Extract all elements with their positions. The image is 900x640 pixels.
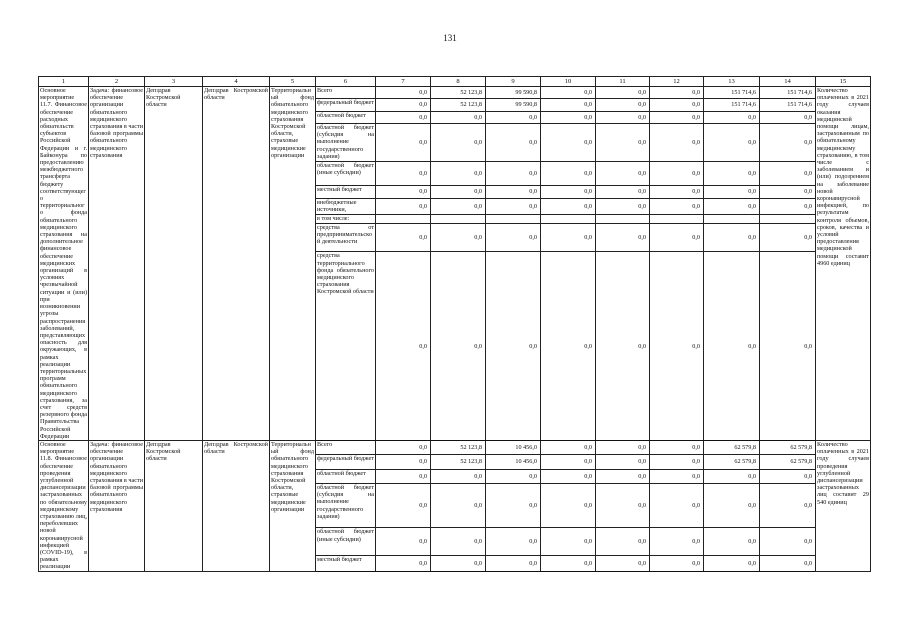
amount-cell: 0,0	[376, 556, 431, 572]
amount-cell: 0,0	[704, 556, 760, 572]
amount-cell: 0,0	[650, 469, 704, 483]
amount-cell	[376, 215, 431, 223]
table-row	[39, 440, 871, 454]
column-number: 10	[541, 77, 596, 87]
column-number: 12	[650, 77, 704, 87]
amount-cell: 0,0	[431, 223, 486, 252]
amount-cell: 0,0	[650, 199, 704, 215]
amount-cell: 0,0	[650, 124, 704, 162]
amount-cell: 99 590,8	[486, 99, 541, 111]
result-cell: Количество оплаченных в 2021 году случаев проведения углубленной диспансеризации застрахованных лиц составит 29 540 единиц	[816, 440, 871, 571]
amount-cell: 0,0	[650, 111, 704, 123]
amount-cell: 62 579,8	[760, 455, 816, 469]
result-cell: Количество оплаченных в 2021 году случаев оказания медицинской помощи лицам, застрахованным по обязательному медицинскому страхованию, в том числе с заболеванием и (или) подозрением на заболевание новой коронавирусной инфекцией, по результатам контроля объемов, сроков, качества и условий предоставления медицинской помощи составит 4960 единиц	[816, 87, 871, 441]
amount-cell: 0,0	[596, 484, 650, 528]
amount-cell: 52 123,8	[431, 99, 486, 111]
coexecutor-cell: Депздрав Костромской области	[203, 87, 270, 441]
amount-cell: 0,0	[596, 124, 650, 162]
amount-cell: 62 579,8	[704, 440, 760, 454]
amount-cell: 10 456,0	[486, 455, 541, 469]
amount-cell: 0,0	[486, 556, 541, 572]
column-number: 2	[89, 77, 145, 87]
funding-source-cell: Всего	[316, 440, 376, 454]
funding-source-cell: Всего	[316, 87, 376, 99]
amount-cell: 0,0	[596, 556, 650, 572]
amount-cell: 0,0	[704, 469, 760, 483]
amount-cell: 0,0	[486, 162, 541, 186]
amount-cell: 99 590,8	[486, 87, 541, 99]
amount-cell: 0,0	[541, 199, 596, 215]
amount-cell: 0,0	[541, 87, 596, 99]
amount-cell: 0,0	[650, 87, 704, 99]
amount-cell: 0,0	[541, 223, 596, 252]
column-number: 8	[431, 77, 486, 87]
amount-cell: 0,0	[431, 556, 486, 572]
amount-cell: 0,0	[596, 469, 650, 483]
amount-cell: 0,0	[760, 469, 816, 483]
amount-cell: 0,0	[760, 556, 816, 572]
amount-cell: 0,0	[431, 199, 486, 215]
amount-cell: 0,0	[650, 223, 704, 252]
amount-cell: 0,0	[376, 87, 431, 99]
amount-cell: 0,0	[760, 124, 816, 162]
amount-cell: 0,0	[704, 185, 760, 198]
amount-cell: 0,0	[650, 99, 704, 111]
amount-cell: 0,0	[376, 185, 431, 198]
amount-cell: 0,0	[376, 223, 431, 252]
amount-cell: 0,0	[486, 223, 541, 252]
amount-cell	[431, 215, 486, 223]
amount-cell: 0,0	[376, 99, 431, 111]
amount-cell: 0,0	[376, 111, 431, 123]
amount-cell: 0,0	[704, 252, 760, 441]
amount-cell: 0,0	[541, 528, 596, 556]
column-number: 11	[596, 77, 650, 87]
amount-cell: 0,0	[650, 185, 704, 198]
amount-cell: 0,0	[760, 252, 816, 441]
amount-cell: 0,0	[431, 484, 486, 528]
funding-source-cell: федеральный бюджет	[316, 99, 376, 111]
funding-source-cell: в том числе:	[316, 215, 376, 223]
amount-cell: 0,0	[760, 223, 816, 252]
column-number: 5	[270, 77, 316, 87]
amount-cell: 0,0	[541, 162, 596, 186]
amount-cell: 0,0	[650, 440, 704, 454]
funding-source-cell: местный бюджет	[316, 556, 376, 572]
amount-cell: 52 123,8	[431, 455, 486, 469]
amount-cell: 52 123,8	[431, 87, 486, 99]
amount-cell: 0,0	[760, 528, 816, 556]
amount-cell: 0,0	[486, 124, 541, 162]
amount-cell: 0,0	[596, 455, 650, 469]
column-number: 9	[486, 77, 541, 87]
amount-cell: 0,0	[431, 528, 486, 556]
amount-cell: 0,0	[376, 469, 431, 483]
amount-cell: 151 714,6	[704, 87, 760, 99]
table-row	[39, 87, 871, 99]
amount-cell: 0,0	[760, 484, 816, 528]
funding-source-cell: областной бюджет	[316, 469, 376, 483]
amount-cell: 0,0	[650, 556, 704, 572]
amount-cell: 0,0	[486, 252, 541, 441]
column-number: 4	[203, 77, 270, 87]
amount-cell: 0,0	[596, 528, 650, 556]
participant-cell: Территориальный фонд обязательного медицинского страхования Костромской области, страховые медицинские организации	[270, 440, 316, 571]
task-cell: Задача: финансовое обеспечение организации обязательного медицинского страхования в части базовой программы обязательного медицинского страхования	[89, 87, 145, 441]
funding-source-cell: областной бюджет (субсидия на выполнение государственного задания)	[316, 484, 376, 528]
amount-cell: 0,0	[596, 185, 650, 198]
executor-cell: Депздрав Костромской области	[145, 440, 203, 571]
amount-cell: 0,0	[704, 528, 760, 556]
funding-source-cell: федеральный бюджет	[316, 455, 376, 469]
budget-table	[38, 76, 871, 572]
amount-cell: 0,0	[431, 162, 486, 186]
amount-cell: 62 579,8	[760, 440, 816, 454]
event-cell: Основное мероприятие 11.7. Финансовое обеспечение расходных обязательств субъектов Российской Федерации и г. Байконура по предоставлению межбюджетного трансферта бюджету соответствующего территориального фонда обязательного медицинского страхования на дополнительное финансовое обеспечение медицинских организаций в условиях чрезвычайной ситуации и (или) при возникновении угрозы распространения заболеваний, представляющих опасность для окружающих, в рамках реализации территориальных программ обязательного медицинского страхования, за счет средств резервного фонда Правительства Российской Федерации	[40, 87, 87, 440]
amount-cell: 0,0	[704, 124, 760, 162]
amount-cell	[596, 215, 650, 223]
participant-cell: Территориальный фонд обязательного медицинского страхования Костромской области, страховые медицинские организации	[270, 87, 316, 441]
amount-cell: 0,0	[431, 124, 486, 162]
column-number: 6	[316, 77, 376, 87]
amount-cell: 0,0	[541, 556, 596, 572]
coexecutor-cell: Депздрав Костромской области	[203, 440, 270, 571]
amount-cell: 0,0	[431, 252, 486, 441]
amount-cell: 0,0	[541, 124, 596, 162]
amount-cell: 0,0	[486, 528, 541, 556]
amount-cell: 0,0	[486, 469, 541, 483]
funding-source-cell: областной бюджет (иные субсидии)	[316, 162, 376, 186]
funding-source-cell: внебюджетные источники,	[316, 199, 376, 215]
amount-cell: 0,0	[650, 484, 704, 528]
table-body	[39, 87, 871, 572]
amount-cell: 0,0	[431, 469, 486, 483]
column-number: 1	[39, 77, 89, 87]
amount-cell: 0,0	[650, 162, 704, 186]
amount-cell: 0,0	[541, 252, 596, 441]
page-number: 131	[443, 33, 457, 43]
column-number: 3	[145, 77, 203, 87]
amount-cell: 0,0	[760, 111, 816, 123]
amount-cell	[760, 215, 816, 223]
amount-cell: 0,0	[376, 484, 431, 528]
amount-cell: 0,0	[486, 199, 541, 215]
amount-cell: 0,0	[376, 440, 431, 454]
column-number: 13	[704, 77, 760, 87]
funding-source-cell: областной бюджет	[316, 111, 376, 123]
amount-cell: 0,0	[376, 124, 431, 162]
column-number: 15	[816, 77, 871, 87]
amount-cell: 0,0	[376, 528, 431, 556]
column-number: 14	[760, 77, 816, 87]
amount-cell: 0,0	[596, 162, 650, 186]
amount-cell: 52 123,8	[431, 440, 486, 454]
amount-cell: 0,0	[541, 455, 596, 469]
amount-cell: 0,0	[760, 185, 816, 198]
amount-cell: 151 714,6	[760, 87, 816, 99]
amount-cell: 0,0	[650, 528, 704, 556]
amount-cell: 0,0	[596, 440, 650, 454]
amount-cell: 0,0	[650, 455, 704, 469]
amount-cell: 0,0	[596, 252, 650, 441]
amount-cell: 0,0	[376, 162, 431, 186]
funding-source-cell: областной бюджет (иные субсидии)	[316, 528, 376, 556]
amount-cell: 0,0	[541, 185, 596, 198]
amount-cell: 0,0	[760, 199, 816, 215]
amount-cell: 0,0	[596, 99, 650, 111]
amount-cell: 62 579,8	[704, 455, 760, 469]
amount-cell: 151 714,6	[760, 99, 816, 111]
amount-cell: 0,0	[704, 223, 760, 252]
amount-cell	[486, 215, 541, 223]
amount-cell: 0,0	[596, 87, 650, 99]
amount-cell: 0,0	[541, 99, 596, 111]
amount-cell: 0,0	[596, 199, 650, 215]
amount-cell	[704, 215, 760, 223]
amount-cell: 0,0	[376, 199, 431, 215]
column-number: 7	[376, 77, 431, 87]
funding-source-cell: средства территориального фонда обязательного медицинского страхования Костромской области	[316, 252, 376, 441]
amount-cell: 0,0	[376, 252, 431, 441]
amount-cell: 0,0	[431, 185, 486, 198]
amount-cell: 0,0	[541, 469, 596, 483]
event-cell: Основное мероприятие 11.8. Финансовое обеспечение проведения углубленной диспансеризации застрахованных по обязательному медицинскому страхованию лиц, переболевших новой коронавирусной инфекцией (COVID-19), в рамках реализации	[40, 440, 87, 571]
amount-cell: 0,0	[704, 111, 760, 123]
funding-source-cell: средства от предпринимательской деятельности	[316, 223, 376, 252]
column-number-row	[39, 77, 871, 87]
amount-cell: 0,0	[376, 455, 431, 469]
amount-cell: 0,0	[486, 185, 541, 198]
amount-cell: 0,0	[760, 162, 816, 186]
amount-cell: 0,0	[541, 111, 596, 123]
amount-cell	[541, 215, 596, 223]
funding-source-cell: областной бюджет (субсидия на выполнение государственного задания)	[317, 124, 374, 160]
amount-cell: 0,0	[596, 223, 650, 252]
amount-cell: 10 456,0	[486, 440, 541, 454]
amount-cell: 0,0	[704, 199, 760, 215]
amount-cell: 151 714,6	[704, 99, 760, 111]
amount-cell	[650, 215, 704, 223]
amount-cell: 0,0	[541, 484, 596, 528]
amount-cell: 0,0	[486, 111, 541, 123]
amount-cell: 0,0	[704, 162, 760, 186]
amount-cell: 0,0	[704, 484, 760, 528]
executor-cell: Депздрав Костромской области	[145, 87, 203, 441]
task-cell: Задача: финансовое обеспечение организации обязательного медицинского страхования в части базовой программы обязательного медицинского страхования	[89, 440, 145, 571]
amount-cell: 0,0	[541, 440, 596, 454]
amount-cell: 0,0	[431, 111, 486, 123]
amount-cell: 0,0	[596, 111, 650, 123]
amount-cell: 0,0	[650, 252, 704, 441]
amount-cell: 0,0	[486, 484, 541, 528]
funding-source-cell: местный бюджет	[316, 185, 376, 198]
